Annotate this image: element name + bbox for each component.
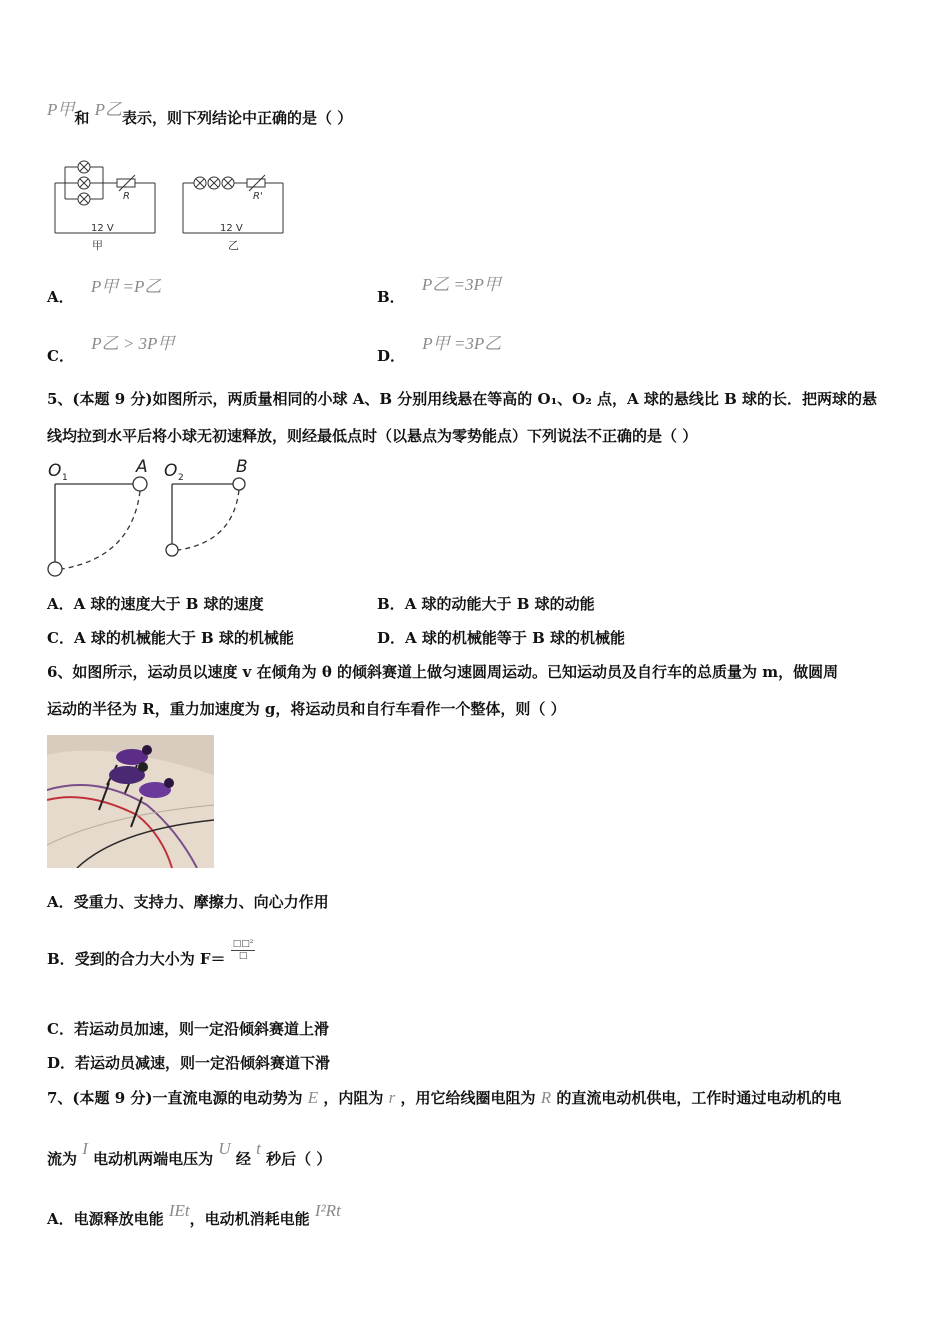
q7-option-a-letter: A． <box>47 1210 74 1228</box>
q4-circuit-figure <box>45 155 295 255</box>
q7-sym-u: U <box>218 1139 231 1158</box>
q7-option-a-text2: ，电动机消耗电能 <box>189 1210 310 1228</box>
q6-option-b-text: 受到的合力大小为 F＝ <box>74 950 226 968</box>
q6-option-c[interactable] <box>47 1018 329 1039</box>
q7-sym-R: R <box>540 1088 552 1107</box>
q7-stem-line1 <box>47 1087 841 1108</box>
q4-option-a-letter: A． <box>47 288 74 306</box>
q7-line2-part-b: 电动机两端电压为 <box>93 1150 214 1168</box>
q7-sym-e: E <box>307 1088 319 1107</box>
circuit-yi-label: 乙 <box>228 239 239 252</box>
q5-stem-line1: 5、(本题 9 分)如图所示，两质量相同的小球 A、B 分别用线悬在等高的 O₁、O₂ 点，A 球的悬线比 B 球的长．把两球的悬 <box>47 390 877 408</box>
q4-sym-p-yi: P乙 <box>94 100 123 119</box>
q7-sym-i: I <box>82 1139 88 1158</box>
q7-line2-part-c: 经 <box>235 1150 251 1168</box>
q4-option-d[interactable] <box>377 334 502 366</box>
q4-option-d-formula: P甲 =3P乙 <box>422 334 502 353</box>
fig-o2-label: O <box>164 461 178 481</box>
fig-o2-sub: 2 <box>178 473 184 483</box>
q6-option-a-text: 受重力、支持力、摩擦力、向心力作用 <box>73 893 329 911</box>
q7-stem-line2 <box>47 1139 332 1169</box>
q5-option-c-text: A 球的机械能大于 B 球的机械能 <box>73 629 294 647</box>
q4-stem <box>47 100 353 128</box>
q6-option-c-text: 若运动员加速，则一定沿倾斜赛道上滑 <box>73 1020 329 1038</box>
q4-option-b[interactable] <box>377 275 501 307</box>
q6-stem-line1: 6、如图所示，运动员以速度 v 在倾角为 θ 的倾斜赛道上做匀速圆周运动。已知运动员及自行车的总质量为 m，做圆周 <box>47 663 839 681</box>
q6-option-d-text: 若运动员减速，则一定沿倾斜赛道下滑 <box>75 1054 331 1072</box>
ball-a-bottom <box>48 562 62 576</box>
circuit-yi-r-label: R' <box>253 191 263 202</box>
q5-option-b-text: A 球的动能大于 B 球的动能 <box>404 595 595 613</box>
q7-line1-part-b: ，内阻为 <box>323 1089 384 1107</box>
q6-option-a-letter: A． <box>47 893 74 911</box>
q7-line1-part-d: 的直流电动机供电，工作时通过电动机的电 <box>556 1089 842 1107</box>
q5-option-a-letter: A． <box>47 595 74 613</box>
q4-option-c-formula: P乙 > 3P甲 <box>91 334 175 353</box>
q5-pendulum-figure <box>40 452 270 582</box>
q4-and: 和 <box>74 109 90 127</box>
circuit-jia-r-label: R <box>123 191 130 202</box>
q4-option-a[interactable] <box>47 277 162 307</box>
q6-stem-line2: 运动的半径为 R，重力加速度为 g，将运动员和自行车看作一个整体，则（ ） <box>47 700 566 718</box>
q7-line1-part-a: 7、(本题 9 分)一直流电源的电动势为 <box>47 1089 303 1107</box>
q7-line2-part-a: 流为 <box>47 1150 78 1168</box>
q4-option-b-letter: B． <box>377 288 405 306</box>
q6-option-d[interactable] <box>47 1052 330 1073</box>
q5-option-a[interactable] <box>47 593 264 614</box>
q5-stem-line2: 线均拉到水平后将小球无初速释放，则经最低点时（以悬点为零势能点）下列说法不正确的是（ ） <box>47 427 698 445</box>
q4-option-c[interactable] <box>47 334 175 366</box>
q4-option-d-letter: D． <box>377 347 406 365</box>
q6-option-b[interactable] <box>47 938 255 972</box>
q7-sym-r: r <box>388 1088 396 1107</box>
q6-option-b-fraction <box>231 939 256 962</box>
q6-option-b-letter: B． <box>47 950 75 968</box>
q4-stem-text: 表示，则下列结论中正确的是（ ） <box>122 109 353 127</box>
fig-a-label: A <box>136 457 148 477</box>
q7-line2-part-d: 秒后（ ） <box>266 1150 332 1168</box>
ball-b-start <box>233 478 245 490</box>
ball-b-bottom <box>166 544 178 556</box>
ball-a-start <box>133 477 147 491</box>
fig-o1-label: O <box>48 461 62 481</box>
fraction-numerator: □□² <box>232 938 254 949</box>
q4-option-a-formula: P甲 =P乙 <box>90 277 162 296</box>
q4-sym-p-jia: P甲 <box>47 100 75 119</box>
fig-b-label: B <box>236 457 248 477</box>
q4-option-c-letter: C． <box>47 347 74 365</box>
q7-option-a-sym1: IEt <box>168 1201 190 1220</box>
q7-sym-t: t <box>256 1139 261 1158</box>
fraction-denominator: □ <box>238 950 248 961</box>
q6-option-d-letter: D． <box>47 1054 76 1072</box>
fig-o1-sub: 1 <box>62 473 68 483</box>
q7-line1-part-c: ，用它给线圈电阻为 <box>400 1089 536 1107</box>
q5-option-d-text: A 球的机械能等于 B 球的机械能 <box>405 629 625 647</box>
q5-option-d-letter: D． <box>377 629 406 647</box>
q6-option-a[interactable] <box>47 891 329 912</box>
q5-option-d[interactable] <box>377 627 625 648</box>
q5-option-a-text: A 球的速度大于 B 球的速度 <box>73 595 264 613</box>
q7-option-a-sym2: I²Rt <box>314 1201 341 1220</box>
q6-option-c-letter: C． <box>47 1020 74 1038</box>
q5-option-c-letter: C． <box>47 629 74 647</box>
q7-option-a[interactable] <box>47 1201 341 1229</box>
q5-option-b[interactable] <box>377 593 595 614</box>
q5-option-c[interactable] <box>47 627 294 648</box>
circuit-jia-label: 甲 <box>92 239 103 252</box>
circuit-jia-voltage: 12 V <box>91 223 114 234</box>
q4-option-b-formula: P乙 =3P甲 <box>421 275 501 294</box>
circuit-yi-voltage: 12 V <box>220 223 243 234</box>
q7-option-a-text1: 电源释放电能 <box>73 1210 164 1228</box>
cyclists-photo <box>47 735 214 868</box>
q5-option-b-letter: B． <box>377 595 405 613</box>
